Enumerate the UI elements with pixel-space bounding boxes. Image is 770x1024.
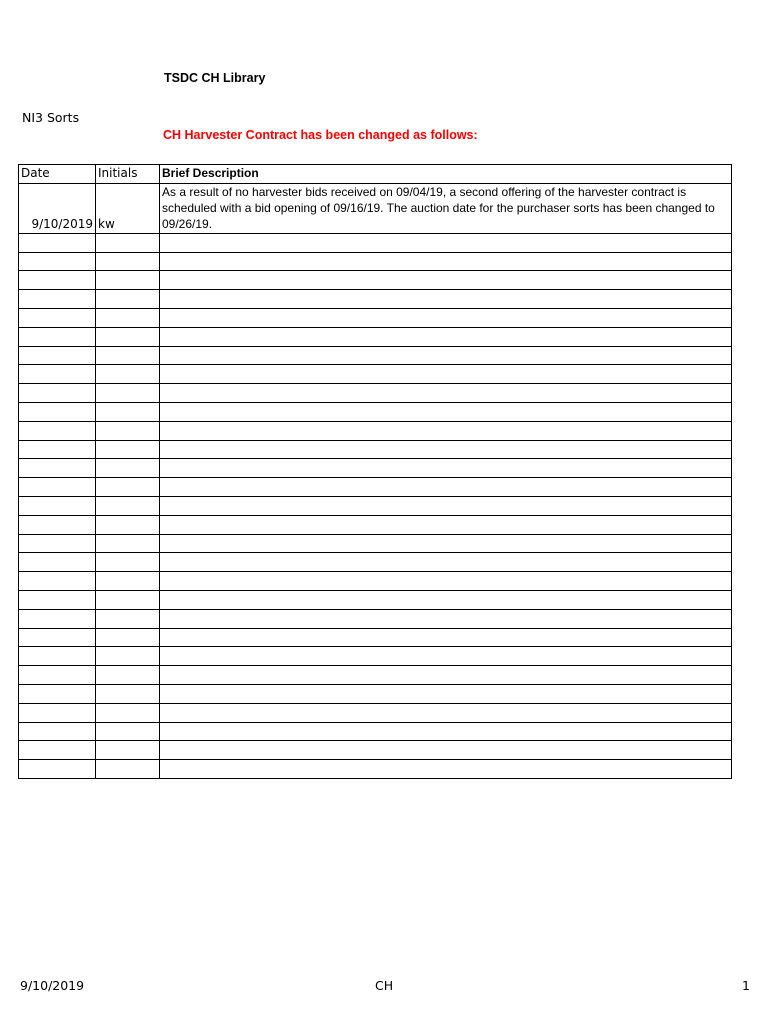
- empty-cell: [19, 590, 96, 609]
- empty-cell: [96, 703, 160, 722]
- empty-cell: [96, 628, 160, 647]
- empty-cell: [19, 741, 96, 760]
- empty-cell: [96, 496, 160, 515]
- empty-cell: [19, 233, 96, 252]
- empty-table-row: [19, 271, 732, 290]
- empty-cell: [160, 684, 732, 703]
- empty-cell: [96, 478, 160, 497]
- empty-cell: [19, 684, 96, 703]
- empty-cell: [160, 572, 732, 591]
- empty-cell: [19, 440, 96, 459]
- empty-cell: [160, 421, 732, 440]
- empty-table-row: [19, 233, 732, 252]
- empty-cell: [96, 515, 160, 534]
- empty-table-row: [19, 628, 732, 647]
- empty-cell: [19, 365, 96, 384]
- empty-table-row: [19, 647, 732, 666]
- empty-table-row: [19, 327, 732, 346]
- footer-sheet-name: CH: [375, 978, 394, 993]
- empty-cell: [160, 666, 732, 685]
- empty-cell: [160, 628, 732, 647]
- empty-cell: [160, 290, 732, 309]
- empty-table-row: [19, 684, 732, 703]
- empty-cell: [160, 515, 732, 534]
- empty-cell: [160, 722, 732, 741]
- empty-cell: [96, 252, 160, 271]
- empty-cell: [160, 590, 732, 609]
- empty-table-row: [19, 703, 732, 722]
- empty-cell: [19, 252, 96, 271]
- footer-date: 9/10/2019: [20, 978, 85, 993]
- column-header-date: Date: [19, 165, 96, 184]
- empty-cell: [96, 722, 160, 741]
- empty-cell: [160, 647, 732, 666]
- empty-cell: [19, 572, 96, 591]
- empty-table-row: [19, 478, 732, 497]
- empty-cell: [160, 308, 732, 327]
- empty-cell: [19, 534, 96, 553]
- empty-cell: [160, 233, 732, 252]
- empty-table-row: [19, 760, 732, 779]
- empty-cell: [19, 327, 96, 346]
- empty-cell: [19, 609, 96, 628]
- document-title: TSDC CH Library: [164, 71, 266, 85]
- empty-cell: [96, 308, 160, 327]
- empty-table-row: [19, 252, 732, 271]
- empty-cell: [96, 290, 160, 309]
- change-notice: CH Harvester Contract has been changed as follows:: [163, 128, 478, 142]
- empty-cell: [96, 647, 160, 666]
- empty-cell: [19, 647, 96, 666]
- empty-cell: [160, 440, 732, 459]
- footer-page-number: 1: [742, 978, 750, 993]
- empty-table-row: [19, 666, 732, 685]
- empty-cell: [160, 534, 732, 553]
- empty-cell: [160, 252, 732, 271]
- empty-cell: [19, 666, 96, 685]
- empty-table-row: [19, 572, 732, 591]
- empty-cell: [96, 572, 160, 591]
- empty-cell: [96, 384, 160, 403]
- entry-initials: kw: [96, 183, 160, 233]
- empty-table-row: [19, 553, 732, 572]
- empty-cell: [160, 271, 732, 290]
- empty-cell: [160, 760, 732, 779]
- empty-cell: [96, 327, 160, 346]
- empty-cell: [19, 760, 96, 779]
- empty-cell: [160, 346, 732, 365]
- empty-cell: [96, 440, 160, 459]
- column-header-description: Brief Description: [160, 165, 732, 184]
- change-log-table: [18, 164, 732, 779]
- empty-cell: [19, 722, 96, 741]
- empty-cell: [96, 553, 160, 572]
- empty-table-row: [19, 741, 732, 760]
- empty-cell: [19, 553, 96, 572]
- column-header-initials: Initials: [96, 165, 160, 184]
- empty-cell: [19, 459, 96, 478]
- empty-table-row: [19, 308, 732, 327]
- empty-cell: [160, 459, 732, 478]
- empty-cell: [96, 402, 160, 421]
- table-row: [19, 183, 732, 233]
- empty-cell: [19, 515, 96, 534]
- table-header-row: [19, 165, 732, 184]
- empty-cell: [160, 327, 732, 346]
- empty-cell: [96, 459, 160, 478]
- empty-cell: [19, 271, 96, 290]
- empty-cell: [19, 496, 96, 515]
- empty-cell: [160, 384, 732, 403]
- empty-table-row: [19, 365, 732, 384]
- empty-cell: [96, 534, 160, 553]
- empty-cell: [19, 478, 96, 497]
- empty-cell: [160, 553, 732, 572]
- empty-cell: [160, 703, 732, 722]
- empty-table-row: [19, 496, 732, 515]
- empty-table-row: [19, 346, 732, 365]
- empty-cell: [96, 684, 160, 703]
- empty-table-row: [19, 609, 732, 628]
- empty-cell: [19, 628, 96, 647]
- empty-table-row: [19, 402, 732, 421]
- empty-cell: [160, 478, 732, 497]
- empty-cell: [96, 741, 160, 760]
- empty-table-row: [19, 384, 732, 403]
- empty-table-row: [19, 459, 732, 478]
- empty-cell: [19, 346, 96, 365]
- empty-cell: [96, 346, 160, 365]
- empty-cell: [96, 421, 160, 440]
- empty-cell: [96, 233, 160, 252]
- empty-table-row: [19, 440, 732, 459]
- empty-cell: [19, 402, 96, 421]
- entry-date: 9/10/2019: [19, 183, 96, 233]
- empty-table-row: [19, 534, 732, 553]
- empty-cell: [96, 609, 160, 628]
- empty-cell: [160, 496, 732, 515]
- empty-table-row: [19, 590, 732, 609]
- empty-cell: [96, 590, 160, 609]
- empty-cell: [96, 365, 160, 384]
- empty-cell: [96, 760, 160, 779]
- empty-table-row: [19, 722, 732, 741]
- empty-cell: [19, 703, 96, 722]
- empty-cell: [19, 308, 96, 327]
- entry-description: As a result of no harvester bids received on 09/04/19, a second offering of the harvester contract is scheduled with a bid opening of 09/16/19. The auction date for the purchaser sorts has been changed to 09/26/19.: [160, 183, 732, 233]
- empty-cell: [160, 741, 732, 760]
- empty-cell: [96, 271, 160, 290]
- section-label: NI3 Sorts: [22, 110, 80, 125]
- empty-cell: [19, 290, 96, 309]
- empty-cell: [160, 609, 732, 628]
- empty-table-row: [19, 421, 732, 440]
- empty-cell: [19, 421, 96, 440]
- empty-table-row: [19, 515, 732, 534]
- empty-table-row: [19, 290, 732, 309]
- empty-cell: [96, 666, 160, 685]
- empty-cell: [19, 384, 96, 403]
- empty-cell: [160, 365, 732, 384]
- empty-cell: [160, 402, 732, 421]
